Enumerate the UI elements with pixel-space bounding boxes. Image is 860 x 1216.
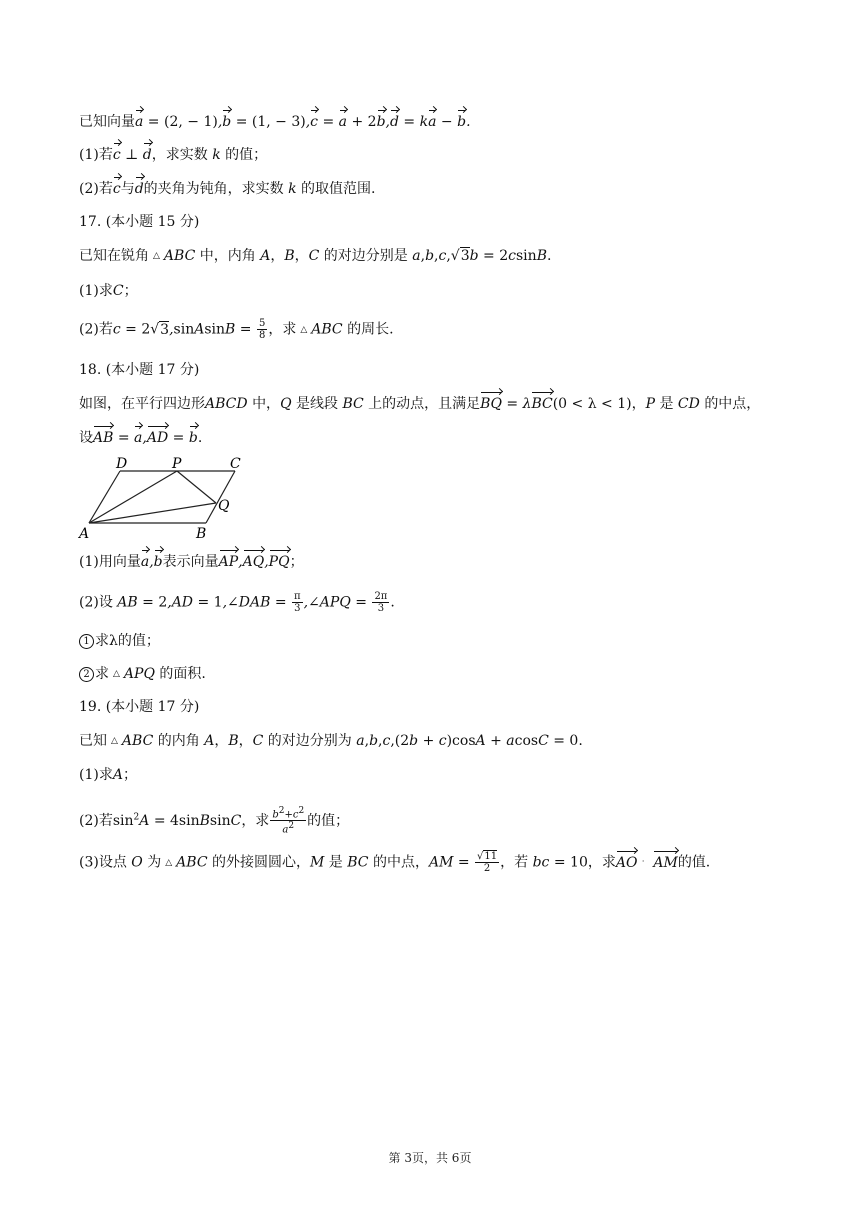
label-P: P xyxy=(172,456,182,472)
circled-number: 1 xyxy=(79,634,94,649)
q17-stem: 已知在锐角 △ ABC 中，内角 A，B，C 的对边分别是 a,b,c,√3b = 2csinB. xyxy=(79,248,552,264)
q18-sub2: 2 求 △ APQ 的面积. xyxy=(79,665,206,683)
label-Q: Q xyxy=(218,498,230,514)
q19-part2: (2)若$\sin^2A$ = 4sinBsinC，求 $\frac{b^2+c^2}{a^2}$ 的值； xyxy=(79,806,350,836)
q18-sub1: 1 求λ的值； xyxy=(79,632,160,650)
q19-part1: (1)求A； xyxy=(79,767,137,783)
q18-title: 18. (本小题 17 分) xyxy=(79,362,200,378)
q16-stem-text: 已知向量 xyxy=(79,114,135,130)
parallelogram-figure xyxy=(76,454,256,544)
q17-part2: (2)若c = 2√3,sinAsinB = $\frac{5}{8}$ ，求 △ ABC 的周长. xyxy=(79,318,394,341)
q19-stem: 已知 △ ABC 的内角 A，B，C 的对边分别为 a,b,c,(2b + c)cosA + acosC = 0. xyxy=(79,733,583,749)
q19-title: 19. (本小题 17 分) xyxy=(79,699,200,715)
q18-part2: (2)设 AB = 2,AD = 1,∠DAB = $\frac{\pi}{3}$ ,∠APQ = $\frac{2\pi}{3}$ . xyxy=(79,591,395,614)
q18-stem2: 设AB = a,AD = b. xyxy=(79,430,203,446)
q17-part1: (1)求C； xyxy=(79,283,138,299)
label-C: C xyxy=(230,456,241,472)
label-B: B xyxy=(196,526,207,542)
q17-title: 17. (本小题 15 分) xyxy=(79,214,200,230)
q16-part2: (2)若c与d的夹角为钝角，求实数 k 的取值范围. xyxy=(79,181,376,197)
q16-vectors: a = (2, − 1),b = (1, − 3),c = a + 2b,d = ka − b. xyxy=(135,114,471,130)
circled-number: 2 xyxy=(79,667,94,682)
q19-part3: (3)设点 O 为 △ ABC 的外接圆圆心，M 是 BC 的中点，AM = $\frac{√11}{2}$ ，若 bc = 10，求AO · AM的值. xyxy=(79,851,711,874)
page-footer: 第 3页，共 6页 xyxy=(388,1151,472,1165)
q16-part1: (1)若c ⊥ d，求实数 k 的值； xyxy=(79,147,268,163)
label-A: A xyxy=(79,526,90,542)
q18-stem: 如图，在平行四边形ABCD 中，Q 是线段 BC 上的动点，且满足BQ = λBC(0 < λ < 1)，P 是 CD 的中点， xyxy=(79,396,761,412)
label-D: D xyxy=(116,456,128,472)
q18-part1: (1)用向量a,b表示向量AP,AQ,PQ； xyxy=(79,554,304,570)
q16-stem xyxy=(79,113,471,131)
